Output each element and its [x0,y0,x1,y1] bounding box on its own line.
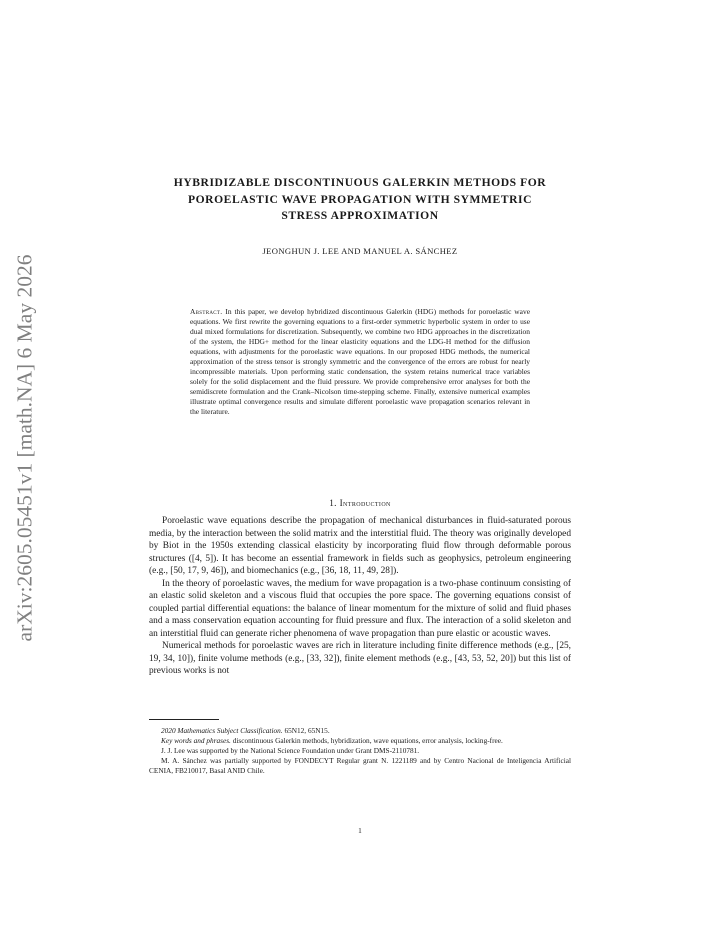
footnote-rule [149,719,219,720]
body-paragraph: Numerical methods for poroelastic waves are rich in literature including finite difference methods (e.g., [25, 19, 34, 10]), finite volume methods (e.g., [33, 32]), finite element methods (e.g., [43, 53, 52, 20]) but this list of previous works is not [149,641,571,676]
abstract [190,307,530,418]
msc-value: 65N12, 65N15. [284,726,330,735]
title-line: STRESS APPROXIMATION [281,209,439,222]
footnotes [149,726,571,776]
body-paragraph: Poroelastic wave equations describe the propagation of mechanical disturbances in fluid-saturated porous media, by the interaction between the solid matrix and the interstitial fluid. The theory was originally developed by Biot in the 1950s extending classical elasticity by incorporating fluid flow through deformable porous structures ([4, 5]). It has become an essential framework in fields such as geophysics, petroleum engineering (e.g., [50, 17, 9, 46]), and biomechanics (e.g., [36, 18, 11, 49, 28]). [149,516,571,576]
title-line: POROELASTIC WAVE PROPAGATION WITH SYMMETRIC [187,192,533,206]
footnote-msc [149,726,571,736]
section-title: Introduction [339,498,391,508]
abstract-text: In this paper, we develop hybridized discontinuous Galerkin (HDG) methods for poroelastic wave equations. We first rewrite the governing equations to a first-order symmetric hyperbolic system in order to use dual mixed formulations for discretization. Subsequently, we combine two HDG approaches in the discretization of the system, the HDG+ method for the linear elasticity equations and the LDG-H method for the diffusion equations, with adjustments for the poroelastic wave equations. In our proposed HDG methods, the numerical approximation of the stress tensor is strongly symmetric and the convergence of the errors are robust for nearly incompressible materials. Upon performing static condensation, the system retains numerical trace variables solely for the solid displacement and the fluid pressure. We provide comprehensive error analyses for both the semidiscrete formulation and the Crank–Nicolson time-stepping scheme. Finally, extensive numerical examples illustrate optimal convergence results and simulate different poroelastic wave propagation scenarios relevant in the literature. [190,307,530,417]
body-paragraph: In the theory of poroelastic waves, the medium for wave propagation is a two-phase continuum consisting of an elastic solid skeleton and a viscous fluid that occupies the pore space. The governing equations consist of coupled partial differential equations: the balance of linear momentum for the mixture of solid and fluid phases and a mass conservation equation accounting for fluid pressure and flux. The interaction of a solid skeleton and an interstitial fluid can generate richer phenomena of wave propagation than pure elastic or acoustic waves. [149,578,571,639]
footnote-support-lee: J. J. Lee was supported by the National Science Foundation under Grant DMS-2110781. [161,745,420,755]
page-number: 1 [358,826,362,835]
footnote-keywords [149,736,571,746]
section-body [149,515,571,678]
msc-label: 2020 Mathematics Subject Classification. [161,726,283,735]
footnote-support-sanchez: M. A. Sánchez was partially supported by FONDECYT Regular grant N. 1221189 and by Centro Nacional de Inteligencia Artificial CENIA, FB210017, Basal ANID Chile. [149,755,571,775]
title-line: HYBRIDIZABLE DISCONTINUOUS GALERKIN METHODS FOR [173,176,547,189]
paper-title [120,175,600,225]
abstract-heading: Abstract. [190,307,223,316]
section-number: 1. [329,498,337,508]
arxiv-identifier: arXiv:2605.05451v1 [math.NA] 6 May 2026 [12,254,37,642]
paper-authors: JEONGHUN J. LEE AND MANUEL A. SÁNCHEZ [262,246,458,256]
keywords-value: discontinuous Galerkin methods, hybridization, wave equations, error analysis, locking-free. [232,735,503,745]
arxiv-stamp [10,248,40,648]
keywords-label: Key words and phrases. [161,735,231,745]
section-heading [120,498,600,508]
